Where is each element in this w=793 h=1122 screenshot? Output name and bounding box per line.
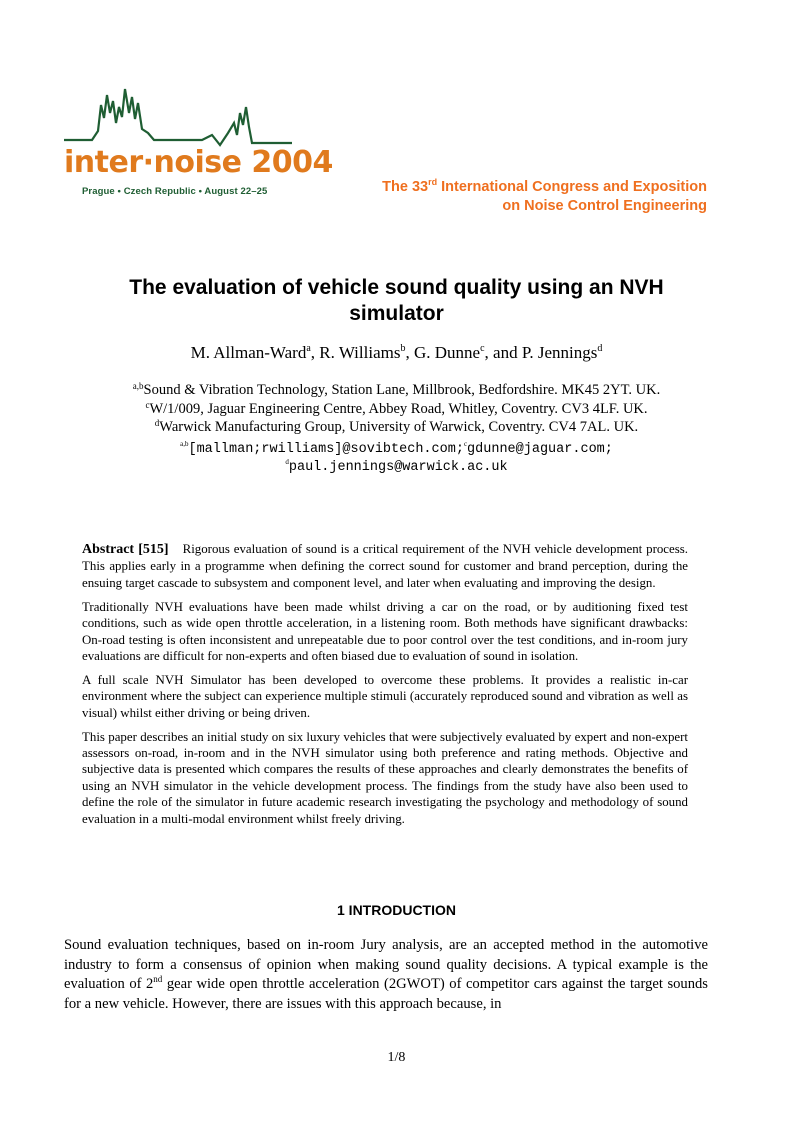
conference-subtitle: Prague • Czech Republic • August 22–25 — [82, 186, 268, 197]
conference-logo — [62, 83, 294, 203]
author-name: P. Jennings — [521, 343, 598, 362]
author-list: M. Allman-Ward$^a$, R. Williams$^b$, G. Dunne$^c$, and P. Jennings$^d$ — [190, 343, 603, 362]
introduction-paragraph: Sound evaluation techniques, based on in-room Jury analysis, are an accepted method in the automotive industry to form a consensus of opinion when making sound quality decisions. A typical example is the evaluation of 2nd gear wide open throttle acceleration (2GWOT) of competitor cars against the target sounds for a new vehicle. However, there are issues with this approach because, in — [64, 937, 708, 1012]
abstract — [82, 541, 688, 835]
paper-title: The evaluation of vehicle sound quality using an NVH simulator — [129, 276, 664, 325]
mountain-waveform-icon — [62, 83, 294, 153]
author-name: G. Dunne — [413, 343, 481, 362]
page-number: 1/8 — [387, 1050, 406, 1065]
abstract-paragraph: A full scale NVH Simulator has been developed to overcome these problems. It provides a realistic in-car environment where the subject can experience multiple stimuli (accurately reproduced sound and vibration as well as visual) whilst either driving or being driven. — [82, 672, 688, 720]
congress-line-2: on Noise Control Engineering — [502, 198, 707, 214]
section-heading: 1 INTRODUCTION — [337, 902, 456, 918]
author-name: M. Allman-Ward — [190, 343, 307, 362]
author-emails — [60, 441, 733, 477]
email-line: $^d$paul.jennings@warwick.ac.uk — [285, 458, 508, 475]
congress-header — [382, 178, 707, 216]
abstract-paragraph: Abstract [515] Rigorous evaluation of sound is a critical requirement of the NVH vehicle development process. This applies early in a programme when defining the correct sound for customer and brand perception, during the ensuing target cascade to subsystem and component level, and later when evaluating and improving the design. — [82, 542, 689, 590]
conference-wordmark: inter·noise 2004 — [64, 145, 333, 180]
abstract-paragraph: This paper describes an initial study on six luxury vehicles that were subjectively evaluated by expert and non-expert assessors on-road, in-room and in the NVH simulator using both preference and rating methods. Objective and subjective data is presented which compares the results of these approaches and clearly demonstrates the benefits of using an NVH simulator in the vehicle development process. The findings from the study have also been used to define the role of the simulator in future academic research investigating the psychology and methodology of sound evaluation in a multi-modal environment whilst freely driving. — [82, 729, 688, 826]
abstract-paragraph: Traditionally NVH evaluations have been made whilst driving a car on the road, or by auditioning fixed test conditions, such as wide open throttle acceleration, in a listening room. Both methods have significant drawbacks: On-road testing is often inconsistent and unrepeatable due to poor control over the test conditions, and in-room jury evaluations are difficult for non-experts and often biased due to evaluation of sound in isolation. — [82, 599, 688, 663]
congress-line-1: The 33rd International Congress and Exposition — [382, 177, 707, 195]
affiliation: $^d$Warwick Manufacturing Group, University of Warwick, Coventry. CV4 7AL. UK. — [154, 418, 639, 435]
affiliation: $^c$W/1/009, Jaguar Engineering Centre, Abbey Road, Whitley, Coventry. CV3 4LF. UK. — [145, 399, 648, 417]
email-line: $^{a,b}$[mallman;rwilliams]@sovibtech.com;$^c$gdunne@jaguar.com; — [180, 440, 613, 457]
abstract-label: Abstract [515] — [82, 542, 169, 557]
affiliations — [60, 381, 733, 437]
affiliation: $^{a,b}$Sound & Vibration Technology, Station Lane, Millbrook, Bedfordshire. MK45 2YT. UK. — [132, 381, 661, 398]
author-name: R. Williams — [319, 343, 401, 362]
